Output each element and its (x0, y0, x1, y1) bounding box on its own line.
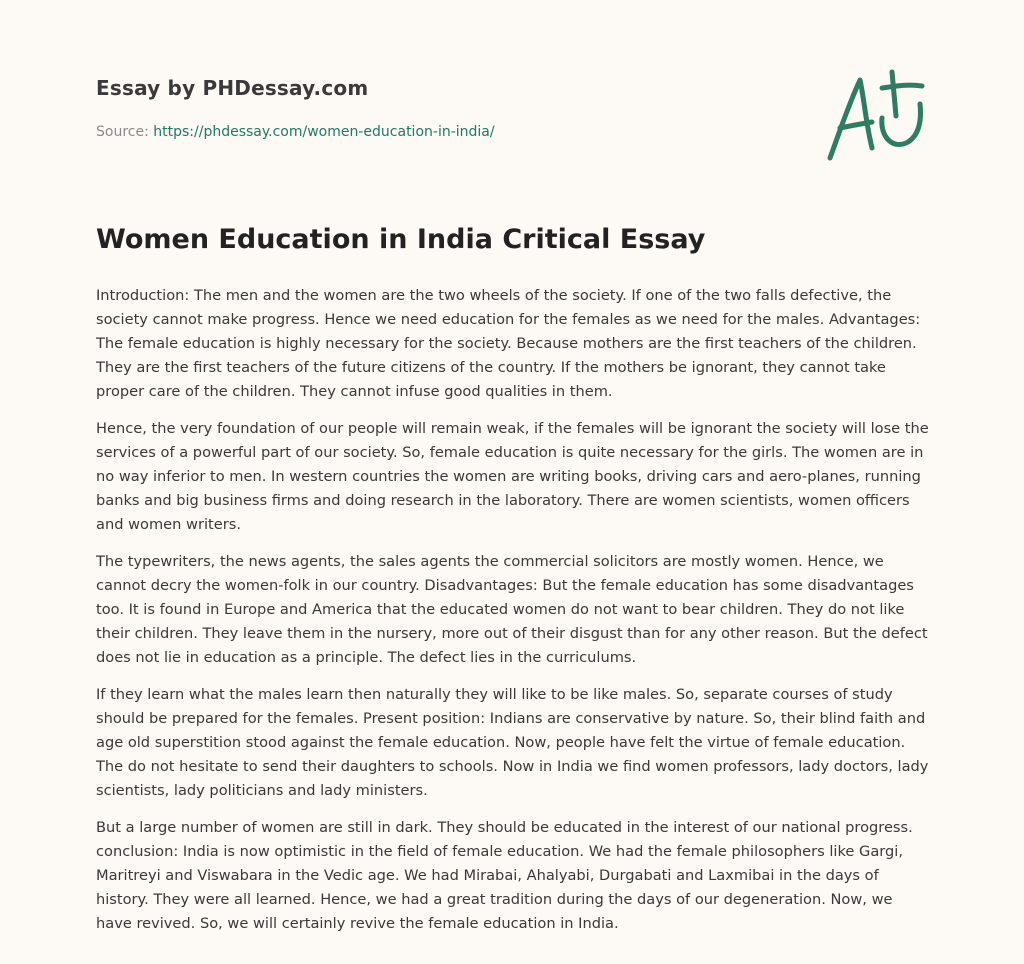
source-line (96, 124, 495, 140)
source-link[interactable]: https://phdessay.com/women-education-in-india/ (153, 124, 495, 140)
essay-paragraph: If they learn what the males learn then naturally they will like to be like males. So, separate courses of study should be prepared for the females. Present position: Indians are conservative by nature. So, their blind faith and age old superstition stood against the female education. Now, people have felt the virtue of female education. The do not hesitate to send their daughters to schools. Now in India we find women professors, lady doctors, lady scientists, lady politicians and lady ministers. (96, 686, 929, 799)
site-header (96, 76, 368, 100)
essay-title: Women Education in India Critical Essay (96, 224, 706, 255)
essay-paragraph: Introduction: The men and the women are the two wheels of the society. If one of the two falls defective, the society cannot make progress. Hence we need education for the females as we need for the males. Advantages: The female education is highly necessary for the society. Because mothers are the first teachers of the children. They are the first teachers of the future citizens of the country. If the mothers be ignorant, they cannot take proper care of the children. They cannot infuse good qualities in them. (96, 287, 921, 400)
essay-paragraph: Hence, the very foundation of our people will remain weak, if the females will be ignorant the society will lose the services of a powerful part of our society. So, female education is quite necessary for the girls. The women are in no way inferior to men. In western countries the women are writing books, driving cars and aero-planes, running banks and big business firms and doing research in the laboratory. There are women scientists, women officers and women writers. (96, 420, 929, 533)
essay-body (96, 284, 930, 949)
a-plus-logo (820, 66, 930, 166)
essay-paragraph: The typewriters, the news agents, the sales agents the commercial solicitors are mostly women. Hence, we cannot decry the women-folk in our country. Disadvantages: But the female education has some disadvantages too. It is found in Europe and America that the educated women do not want to bear children. They do not like their children. They leave them in the nursery, more out of their disgust than for any other reason. But the defect does not lie in education as a principle. The defect lies in the curriculums. (96, 553, 928, 666)
source-label: Source: (96, 124, 154, 140)
site-brand: Essay by PHDessay.com (96, 76, 369, 100)
a-plus-logo-graphic (820, 66, 930, 166)
essay-paragraph: But a large number of women are still in dark. They should be educated in the interest of our national progress. conclusion: India is now optimistic in the field of female education. We had the female philosophers like Gargi, Maritreyi and Viswabara in the Vedic age. We had Mirabai, Ahalyabi, Durgabati and Laxmibai in the days of history. They were all learned. Hence, we had a great tradition during the days of our degeneration. Now, we have revived. So, we will certainly revive the female education in India. (96, 819, 913, 932)
